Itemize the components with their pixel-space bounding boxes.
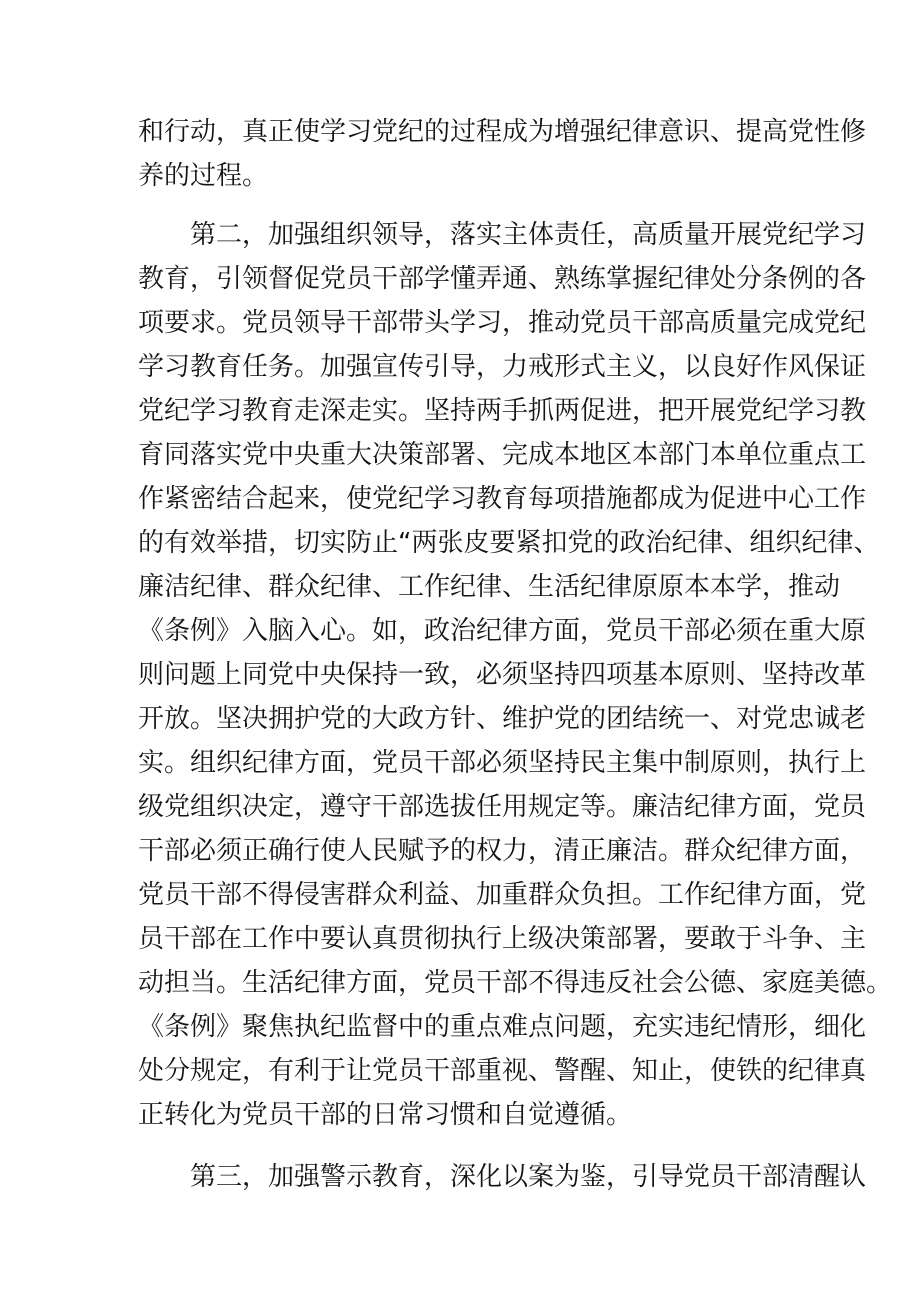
text-line: 和行动，真正使学习党纪的过程成为增强纪律意识、提高党性修 bbox=[138, 117, 867, 147]
text-line: 养的过程。 bbox=[138, 161, 269, 191]
paragraph-1 bbox=[138, 110, 867, 198]
paragraph-2 bbox=[138, 213, 893, 1137]
text-line: 动担当。生活纪律方面，党员干部不得违反社会公德、家庭美德。 bbox=[138, 968, 893, 998]
text-line: 的有效举措，切实防止“两张皮要紧扣党的政治纪律、组织纪律、 bbox=[138, 528, 880, 558]
text-line: 正转化为党员干部的日常习惯和自觉遵循。 bbox=[138, 1100, 633, 1130]
text-line: 《条例》聚焦执纪监督中的重点难点问题，充实违纪情形，细化 bbox=[138, 1012, 867, 1042]
text-line: 第二，加强组织领导，落实主体责任，高质量开展党纪学习 bbox=[190, 220, 867, 250]
text-line: 学习教育任务。加强宣传引导，力戒形式主义，以良好作风保证 bbox=[138, 352, 867, 382]
text-line: 教育，引领督促党员干部学懂弄通、熟练掌握纪律处分条例的各 bbox=[138, 264, 867, 294]
text-line: 实。组织纪律方面，党员干部必须坚持民主集中制原则，执行上 bbox=[138, 748, 867, 778]
text-line: 育同落实党中央重大决策部署、完成本地区本部门本单位重点工 bbox=[138, 440, 867, 470]
text-line: 作紧密结合起来，使党纪学习教育每项措施都成为促进中心工作 bbox=[138, 484, 867, 514]
text-line: 处分规定，有利于让党员干部重视、警醒、知止，使铁的纪律真 bbox=[138, 1056, 867, 1086]
text-line: 级党组织决定，遵守干部选拔任用规定等。廉洁纪律方面，党员 bbox=[138, 792, 867, 822]
text-line: 干部必须正确行使人民赋予的权力，清正廉洁。群众纪律方面， bbox=[138, 836, 867, 866]
text-line: 《条例》入脑入心。如，政治纪律方面，党员干部必须在重大原 bbox=[138, 616, 867, 646]
text-line: 则问题上同党中央保持一致，必须坚持四项基本原则、坚持改革 bbox=[138, 660, 867, 690]
text-line: 党员干部不得侵害群众利益、加重群众负担。工作纪律方面，党 bbox=[138, 880, 867, 910]
text-line: 开放。坚决拥护党的大政方针、维护党的团结统一、对党忠诚老 bbox=[138, 704, 867, 734]
text-line: 项要求。党员领导干部带头学习，推动党员干部高质量完成党纪 bbox=[138, 308, 867, 338]
text-line: 廉洁纪律、群众纪律、工作纪律、生活纪律原原本本学，推动 bbox=[138, 572, 841, 602]
text-line: 第三，加强警示教育，深化以案为鉴，引导党员干部清醒认 bbox=[190, 1162, 867, 1192]
text-line: 党纪学习教育走深走实。坚持两手抓两促进，把开展党纪学习教 bbox=[138, 396, 867, 426]
paragraph-3 bbox=[138, 1155, 867, 1199]
text-line: 员干部在工作中要认真贯彻执行上级决策部署，要敢于斗争、主 bbox=[138, 924, 867, 954]
